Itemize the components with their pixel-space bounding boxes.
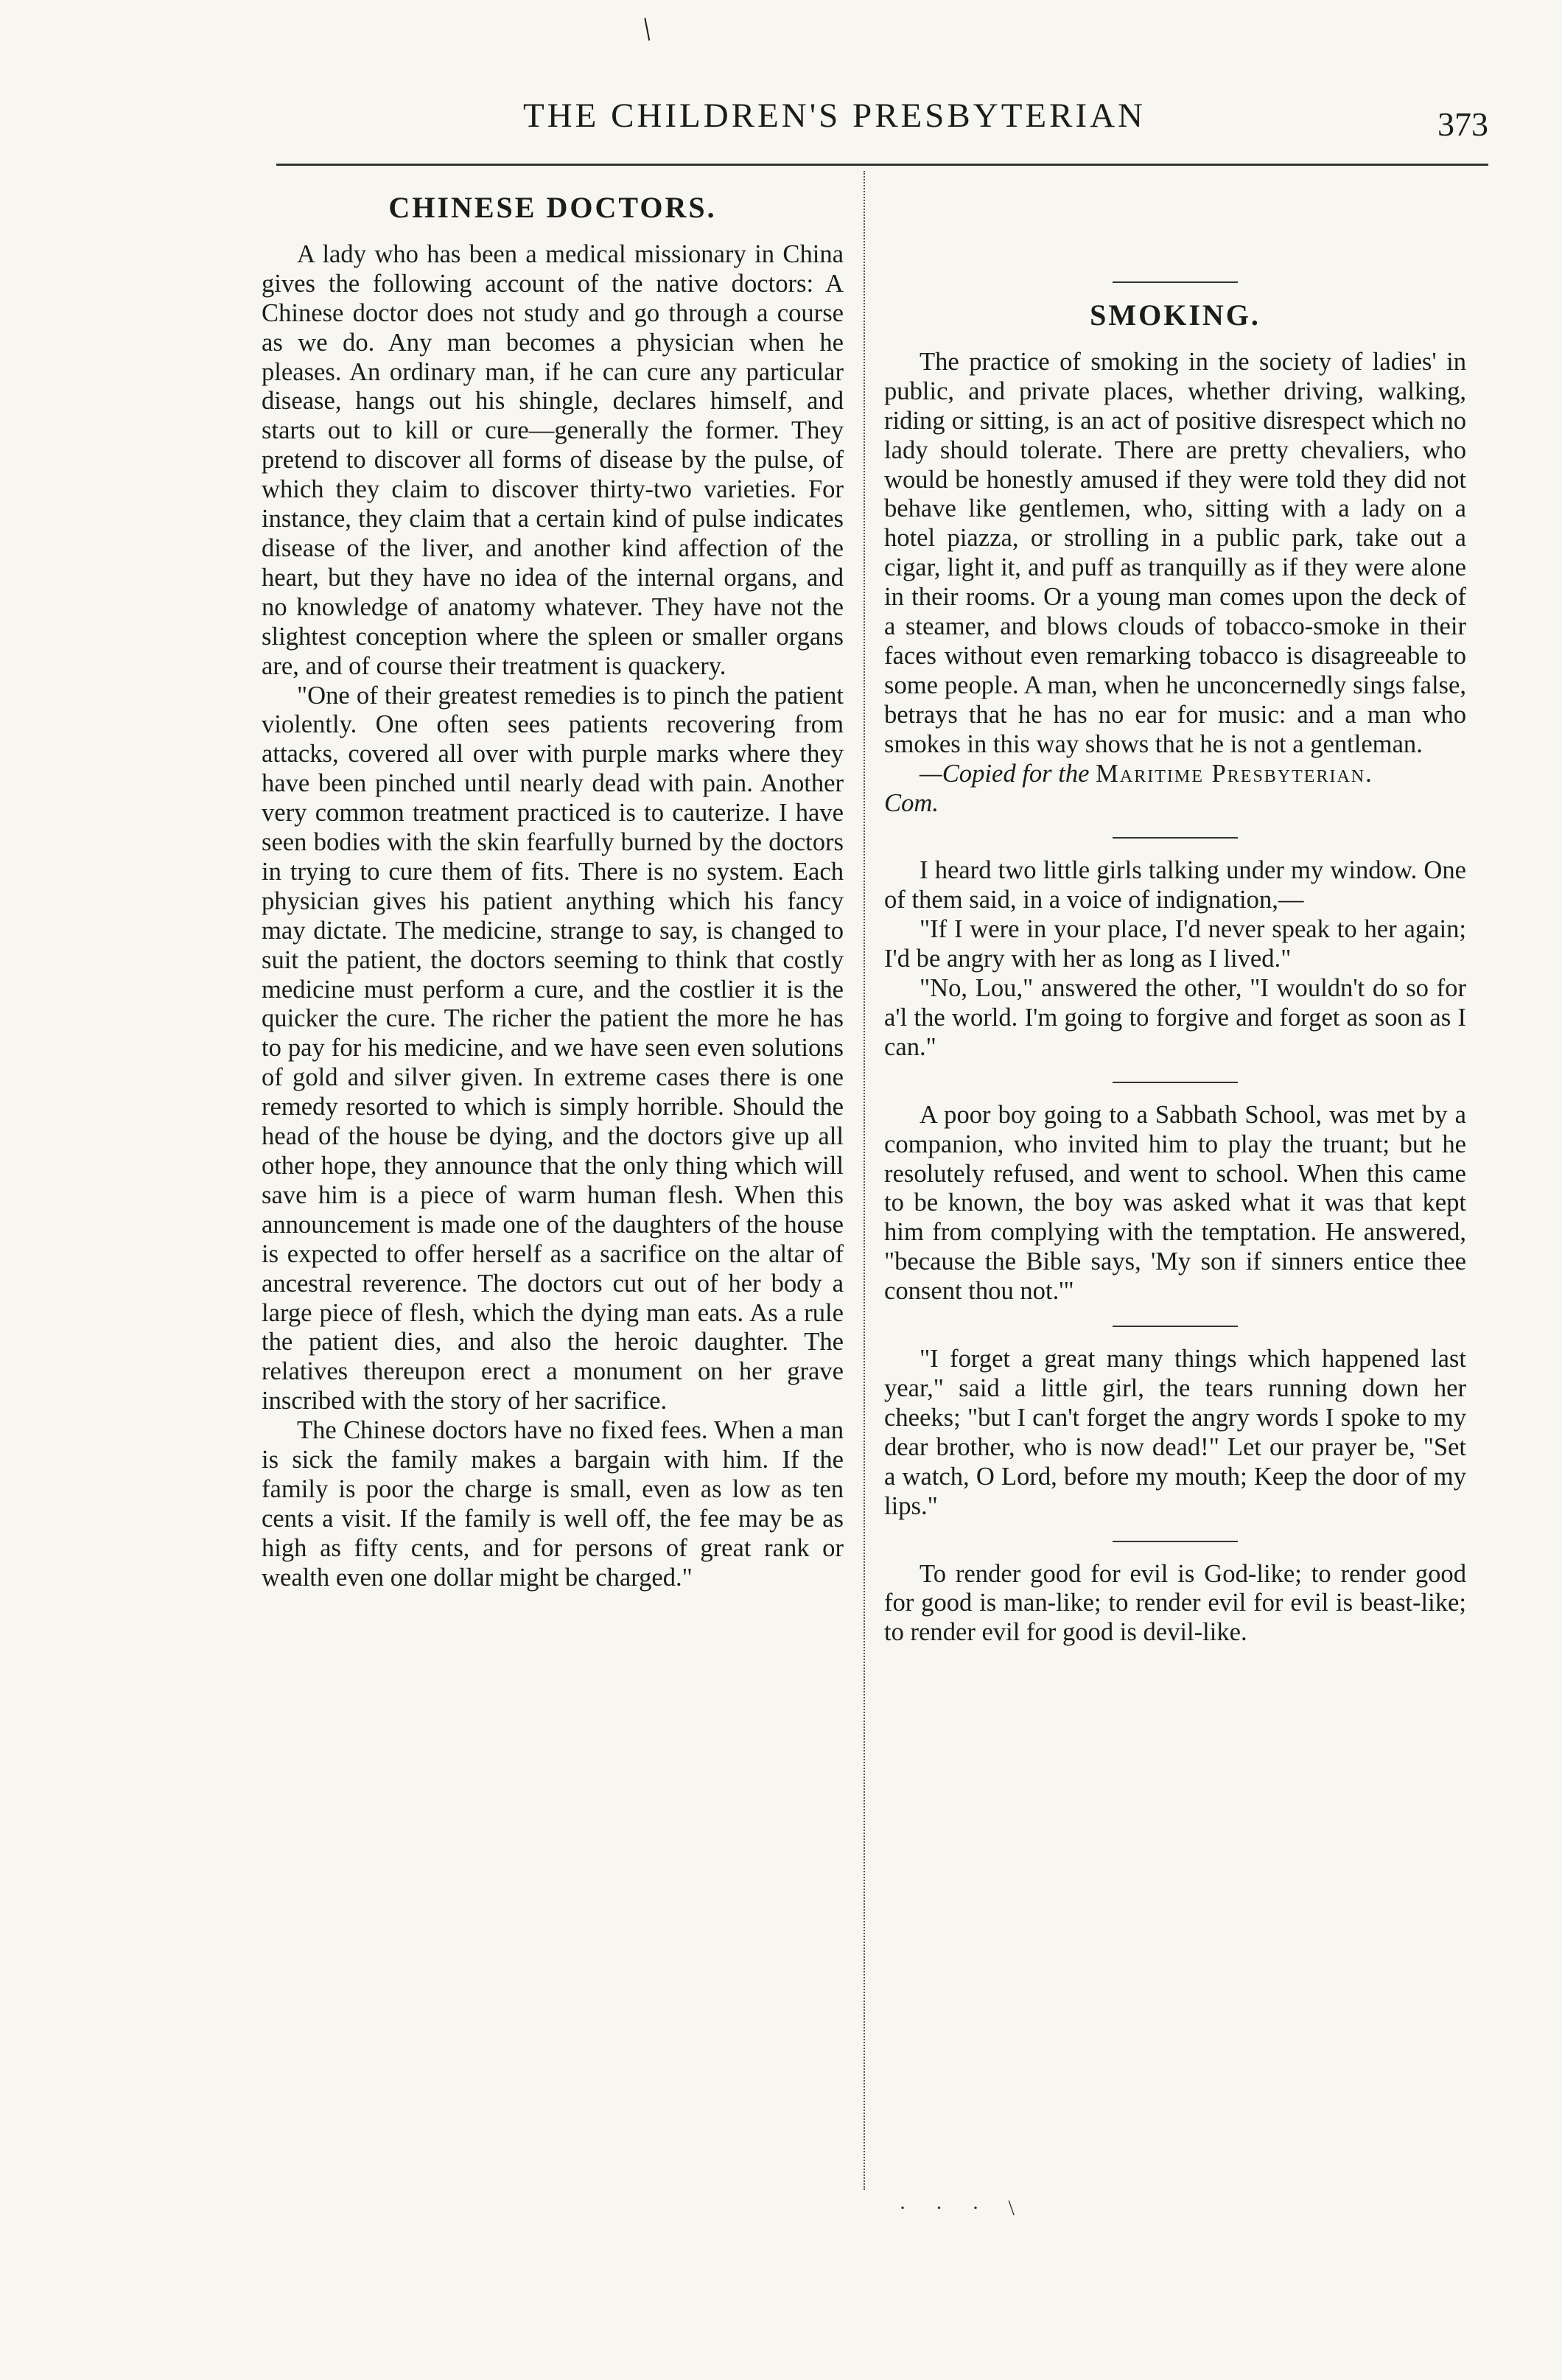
girls-intro: I heard two little girls talking under my window. One of them said, in a voice of indignation,— [884,856,1466,914]
render-maxim: To render good for evil is God-like; to render good for good is man-like; to render evil for evil is beast-like; to render evil for good is devil-like. [884,1559,1466,1647]
article-title-smoking: SMOKING. [1090,298,1261,332]
column-divider [864,171,865,2190]
page-number: 373 [1437,105,1488,143]
smoking-body: The practice of smoking in the society of ladies' in public, and private places, whether driving, walking, riding or sitting, is an act of positive disrespect which no lady should tolerate. There are pretty chevaliers, who would be honestly amused if they were told they did not behave like gentlemen, who, sitting with a lady on a hotel piazza, or strolling in a public park, take out a cigar, light it, and puff as tranquilly as if they were alone in their rooms. Or a young man comes upon the deck of a steamer, and blows clouds of tobacco-smoke in their faces without even remarking tobacco is disagreeable to some people. A man, when he unconcernedly sings false, betrays that he has no ear for music: and a man who smokes in this way shows that he is not a gentleman. [884,347,1466,758]
section-rule [1113,1082,1238,1083]
page-header [221,96,1510,143]
left-column [262,171,844,1593]
doctors-paragraph-1: A lady who has been a medical missionary in China gives the following account of the native doctors: A Chinese doctor does not study and go through a course as we do. Any man becomes a physician when he pleases. An ordinary man, if he can cure any particular disease, hangs out his shingle, declares himself, and starts out to kill or cure—generally the former. They pretend to discover all forms of disease by the pulse, of which they claim to discover thirty-two varieties. For instance, they claim that a certain kind of pulse indicates disease of the liver, and another kind affection of the heart, but they have no idea of the internal organs, and no knowledge of anatomy whatever. They have not the slightest conception where the spleen or smaller organs are, and of course their treatment is quackery. [262,239,844,680]
credit-suffix: Com. [884,788,939,817]
section-rule [1113,1326,1238,1327]
article-title-chinese-doctors: CHINESE DOCTORS. [388,191,717,224]
smoking-credit [884,760,1466,819]
credit-prefix: —Copied for the [920,759,1090,788]
print-specks: · · · \ [899,2196,1026,2220]
girls-quote-1: "If I were in your place, I'd never speak to her again; I'd be angry with her as long as I lived." [884,915,1466,973]
section-rule [1113,281,1238,283]
doctors-paragraph-2: "One of their greatest remedies is to pinch the patient violently. One often sees patients recovering from attacks, covered all over with purple marks where they have been pinched until nearly dead with pain. Another very common treatment practiced is to cauterize. I have seen bodies with the skin fearfully burned by the doctors in trying to cure them of fits. There is no system. Each physician gives his patient anything which his fancy may dictate. The medicine, strange to say, is changed to suit the patient, the doctors seeming to think that costly medicine must perform a cure, and the costlier it is the quicker the cure. The richer the patient the more he has to pay for his medicine, and we have seen even solutions of gold and silver given. In extreme cases there is one remedy resorted to which is simply horrible. Should the head of the house be dying, and the doctors give up all other hope, they announce that the only thing which will save him is a piece of warm human flesh. When this announcement is made one of the daughters of the house is expected to offer herself as a sacrifice on the altar of ancestral reverence. The doctors cut out of her body a large piece of flesh, which the dying man eats. As a rule the patient dies, and also the heroic daughter. The relatives thereupon erect a monument on her grave inscribed with the story of her sacrifice. [262,681,844,1415]
boy-story: A poor boy going to a Sabbath School, was met by a companion, who invited him to play the truant; but he resolutely refused, and went to school. When this came to be known, the boy was asked what it was that kept him from complying with the temptation. He answered, "because the Bible says, 'My son if sinners entice thee consent thou not.'" [884,1100,1466,1306]
header-rule [276,164,1488,166]
section-rule [1113,1541,1238,1542]
credit-paper: Maritime Presbyterian. [1096,759,1373,788]
section-rule [1113,837,1238,839]
pen-mark: / [634,11,660,47]
girls-quote-2: "No, Lou," answered the other, "I wouldn't do so for a'l the world. I'm going to forgive and forget as soon as I can." [884,974,1466,1061]
doctors-paragraph-3: The Chinese doctors have no fixed fees. When a man is sick the family makes a bargain with him. If the family is poor the charge is small, even as low as ten cents a visit. If the family is well off, the fee may be as high as fifty cents, and for persons of great rank or wealth even one dollar might be charged." [262,1416,844,1592]
forget-story: "I forget a great many things which happened last year," said a little girl, the tears running down her cheeks; "but I can't forget the angry words I spoke to my dear brother, who is now dead!" Let our prayer be, "Set a watch, O Lord, before my mouth; Keep the door of my lips." [884,1345,1466,1520]
running-title: THE CHILDREN'S PRESBYTERIAN [523,97,1146,135]
right-column [884,171,1466,1648]
